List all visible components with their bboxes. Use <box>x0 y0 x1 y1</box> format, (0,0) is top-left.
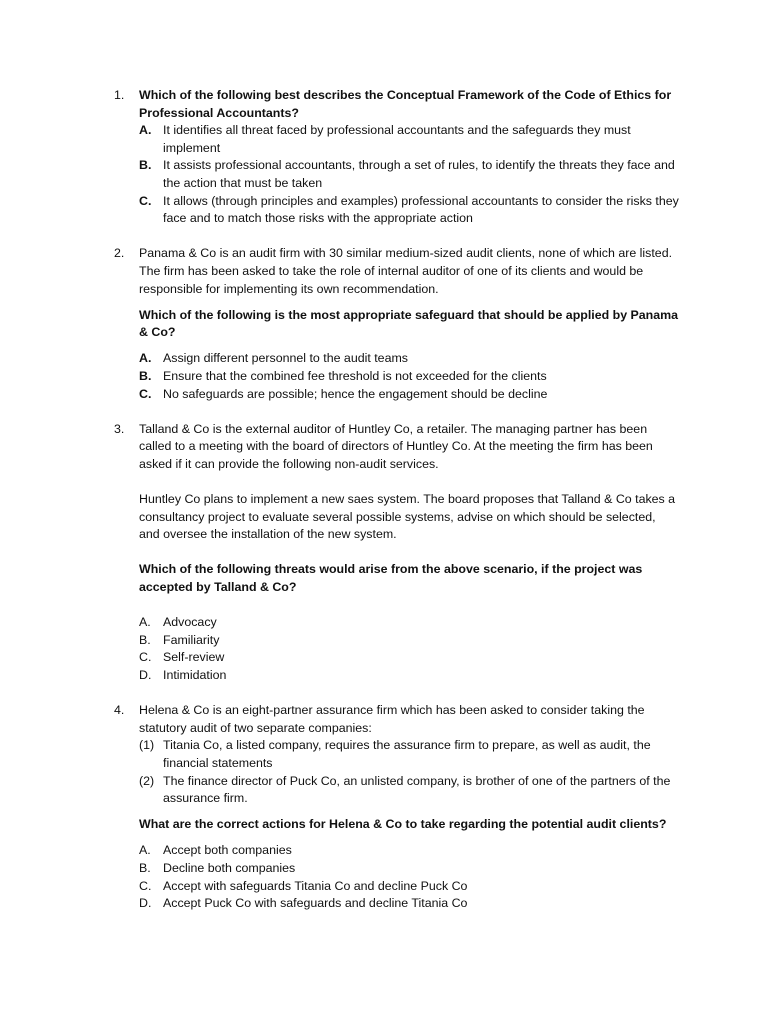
option-text: Accept with safeguards Titania Co and decline Puck Co <box>163 878 468 893</box>
question-1 <box>0 87 679 228</box>
option-text: Decline both companies <box>163 860 296 875</box>
option-letter: C. <box>139 650 152 665</box>
option-letter: B. <box>139 632 151 647</box>
option-text: Assign different personnel to the audit teams <box>163 351 408 366</box>
option-a <box>139 614 679 632</box>
question-stem: Which of the following best describes the Conceptual Framework of the Code of Ethics for Professional Accountants? <box>139 88 672 120</box>
option-c <box>139 193 679 228</box>
option-letter: A. <box>139 843 151 858</box>
option-letter: B. <box>139 860 151 875</box>
item-text: The finance director of Puck Co, an unlisted company, is brother of one of the partners of the assurance firm. <box>163 773 671 806</box>
option-b <box>139 157 679 192</box>
question-3 <box>0 421 679 685</box>
question-4 <box>0 702 679 913</box>
option-letter: A. <box>139 615 151 630</box>
question-number: 2. <box>114 246 125 261</box>
option-letter: A. <box>139 351 152 366</box>
question-stem: Which of the following threats would arise from the above scenario, if the project was accepted by Talland & Co? <box>139 562 643 595</box>
question-stem: What are the correct actions for Helena & Co to take regarding the potential audit clients? <box>139 817 667 832</box>
option-c <box>139 878 679 896</box>
question-stem: Which of the following is the most appropriate safeguard that should be applied by Panama & Co? <box>139 307 679 340</box>
option-text: It allows (through principles and examples) professional accountants to consider the risks they face and to match those risks with the appropriate action <box>163 193 679 226</box>
option-b <box>139 368 679 386</box>
option-c <box>139 386 679 404</box>
question-scenario: Talland & Co is the external auditor of Huntley Co, a retailer. The managing partner has been called to a meeting with the board of directors of Huntley Co. At the meeting the firm has been asked if it can provide the following non-audit services. <box>139 421 653 471</box>
numbered-item-2 <box>139 773 679 808</box>
question-scenario-detail: Huntley Co plans to implement a new saes system. The board proposes that Talland & Co takes a consultancy project to evaluate several possible systems, advise on which should be selected, and oversee the installation of the new system. <box>139 492 676 542</box>
option-text: Accept Puck Co with safeguards and decline Titania Co <box>163 896 468 911</box>
option-letter: B. <box>139 368 152 383</box>
option-text: It assists professional accountants, through a set of rules, to identify the threats they face and the action that must be taken <box>163 158 675 190</box>
numbered-item-1 <box>139 737 679 772</box>
option-letter: C. <box>139 193 152 208</box>
question-2 <box>0 245 679 403</box>
option-text: Intimidation <box>163 668 227 682</box>
option-text: Ensure that the combined fee threshold is not exceeded for the clients <box>163 368 547 383</box>
question-number: 1. <box>114 88 125 102</box>
item-label: (2) <box>139 773 155 788</box>
option-b <box>139 632 679 650</box>
question-number: 4. <box>114 703 125 718</box>
option-a <box>139 350 679 368</box>
option-c <box>139 649 679 667</box>
option-text: No safeguards are possible; hence the engagement should be decline <box>163 386 548 401</box>
option-letter: A. <box>139 123 152 138</box>
option-letter: D. <box>139 668 152 682</box>
option-a <box>139 122 679 157</box>
option-d <box>139 667 679 685</box>
option-letter: B. <box>139 158 152 173</box>
option-letter: C. <box>139 878 152 893</box>
option-text: Advocacy <box>163 615 217 630</box>
option-text: Familiarity <box>163 632 220 647</box>
option-text: Self-review <box>163 650 225 665</box>
item-text: Titania Co, a listed company, requires the assurance firm to prepare, as well as audit, the financial statements <box>163 738 651 770</box>
question-number: 3. <box>114 421 125 436</box>
option-letter: D. <box>139 896 152 911</box>
option-text: Accept both companies <box>163 843 292 858</box>
option-letter: C. <box>139 386 152 401</box>
option-a <box>139 842 679 860</box>
option-d <box>139 895 679 913</box>
item-label: (1) <box>139 738 155 753</box>
document-page <box>0 87 768 913</box>
option-b <box>139 860 679 878</box>
option-text: It identifies all threat faced by professional accountants and the safeguards they must implement <box>163 123 631 155</box>
question-scenario: Panama & Co is an audit firm with 30 similar medium-sized audit clients, none of which are listed. The firm has been asked to take the role of internal auditor of one of its clients and would be responsible for implementing its own recommendation. <box>139 246 673 296</box>
question-scenario: Helena & Co is an eight-partner assurance firm which has been asked to consider taking the statutory audit of two separate companies: <box>139 703 645 735</box>
